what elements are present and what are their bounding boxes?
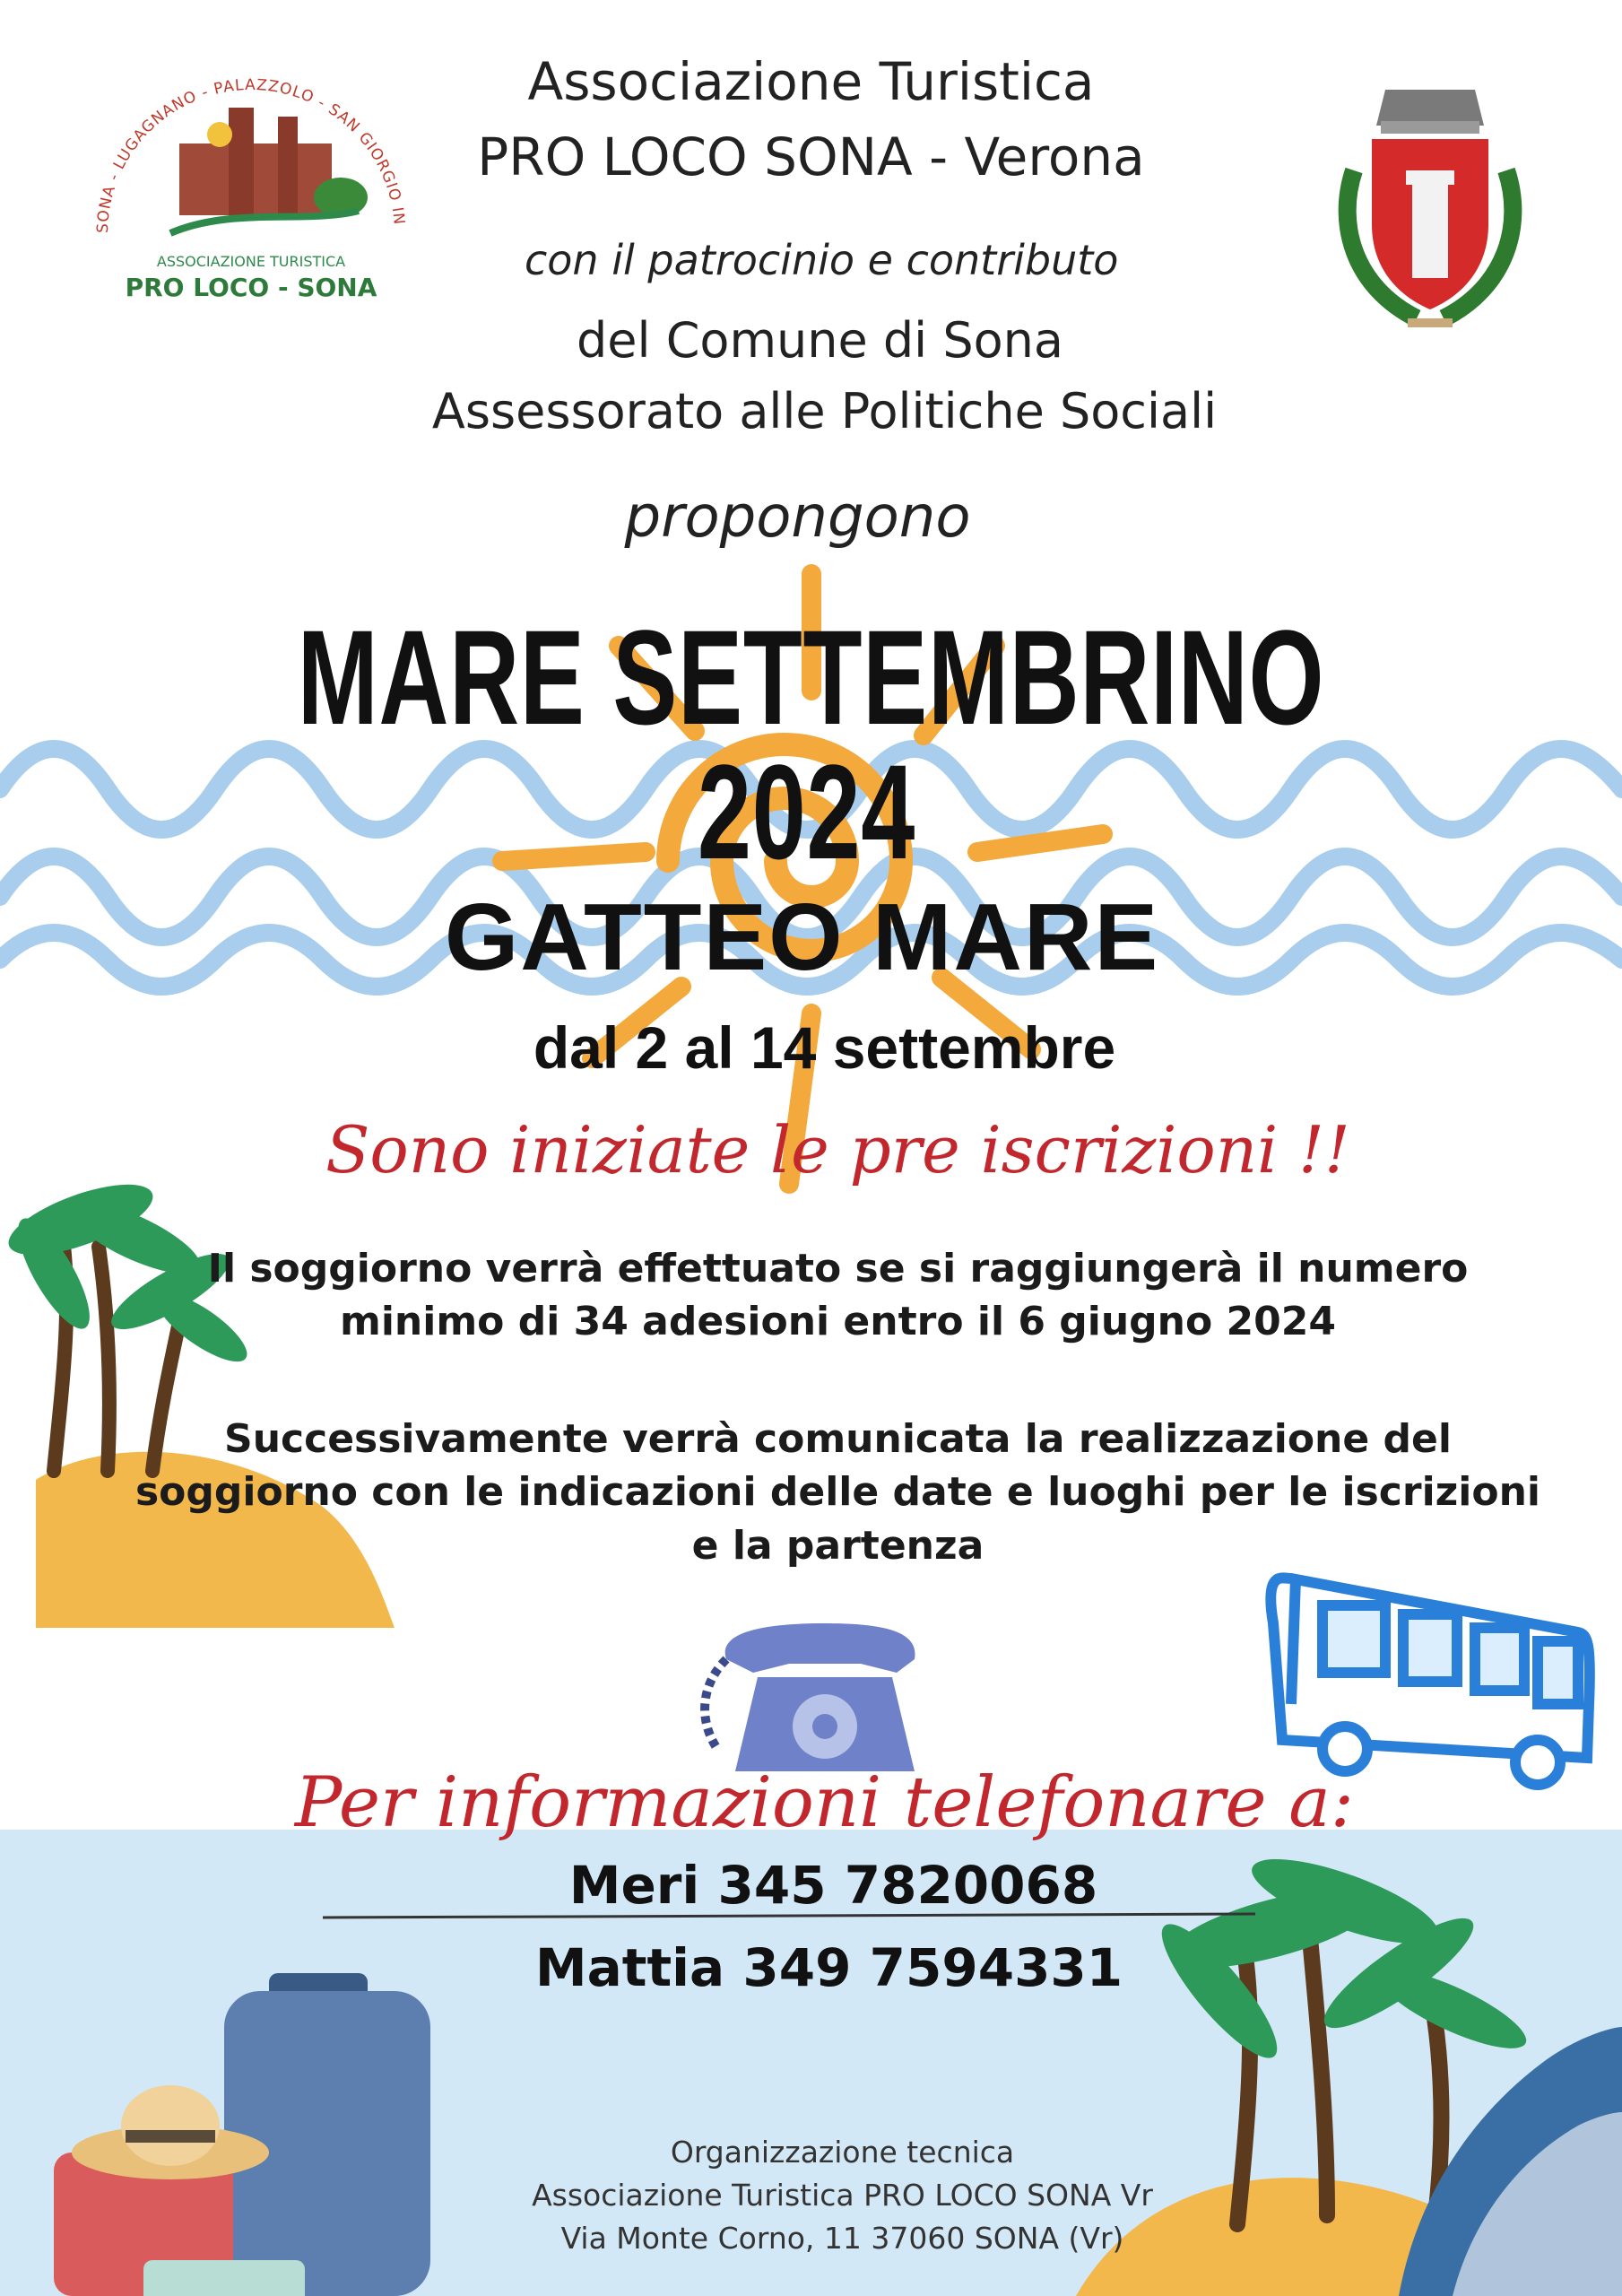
logo-assoc-small: ASSOCIAZIONE TURISTICA [156, 253, 346, 270]
comune-coat-of-arms-icon [1318, 72, 1542, 341]
title-dates: dal 2 al 14 settembre [533, 1014, 1116, 1081]
header-line2: PRO LOCO SONA - Verona [477, 126, 1145, 187]
footer-line1: Organizzazione tecnica [670, 2135, 1015, 2170]
header-assessorato: Assessorato alle Politiche Sociali [431, 383, 1218, 439]
logo-brand: PRO LOCO - SONA [125, 273, 377, 302]
title-line1: MARE SETTEMBRINO [297, 602, 1325, 752]
telephone-icon [705, 1623, 915, 1771]
title-location: GATTEO MARE [444, 884, 1160, 990]
footer-line2: Associazione Turistica PRO LOCO SONA Vr [532, 2177, 1153, 2213]
contact-meri: Meri 345 7820068 [568, 1855, 1098, 1916]
intro-propongono: propongono [624, 484, 971, 551]
info-p1-line1: Il soggiorno verrà effettuato se si raggiungerà il numero [207, 1246, 1469, 1292]
info-p2-line2: soggiorno con le indicazioni delle date e luoghi per le iscrizioni [134, 1469, 1540, 1516]
header-comune: del Comune di Sona [577, 312, 1063, 369]
contact-mattia: Mattia 349 7594331 [534, 1937, 1123, 1998]
contacts-heading: Per informazioni telefonare a: [294, 1762, 1355, 1843]
info-p2-line3: e la partenza [691, 1522, 984, 1569]
info-paragraph-1 [27, 1242, 1622, 1349]
info-p1-line2: minimo di 34 adesioni entro il 6 giugno 2024 [339, 1299, 1337, 1345]
info-paragraph-2 [27, 1413, 1622, 1572]
header-line1: Associazione Turistica [527, 51, 1095, 112]
header-patrocinio: con il patrocinio e contributo [525, 236, 1119, 284]
info-p2-line1: Successivamente verrà comunicata la realizzazione del [224, 1416, 1452, 1462]
footer-line3: Via Monte Corno, 11 37060 SONA (Vr) [560, 2220, 1124, 2256]
preiscrizioni-note: Sono iniziate le pre iscrizioni !! [325, 1112, 1350, 1187]
coat-of-arms-art [1318, 72, 1542, 341]
logo-arc-text: SONA - LUGAGNANO - PALAZZOLO - SAN GIORGIO IN [93, 75, 408, 234]
title-year: 2024 [697, 736, 916, 887]
footer-org [31, 2131, 1622, 2260]
bus-icon [1271, 1578, 1590, 1785]
